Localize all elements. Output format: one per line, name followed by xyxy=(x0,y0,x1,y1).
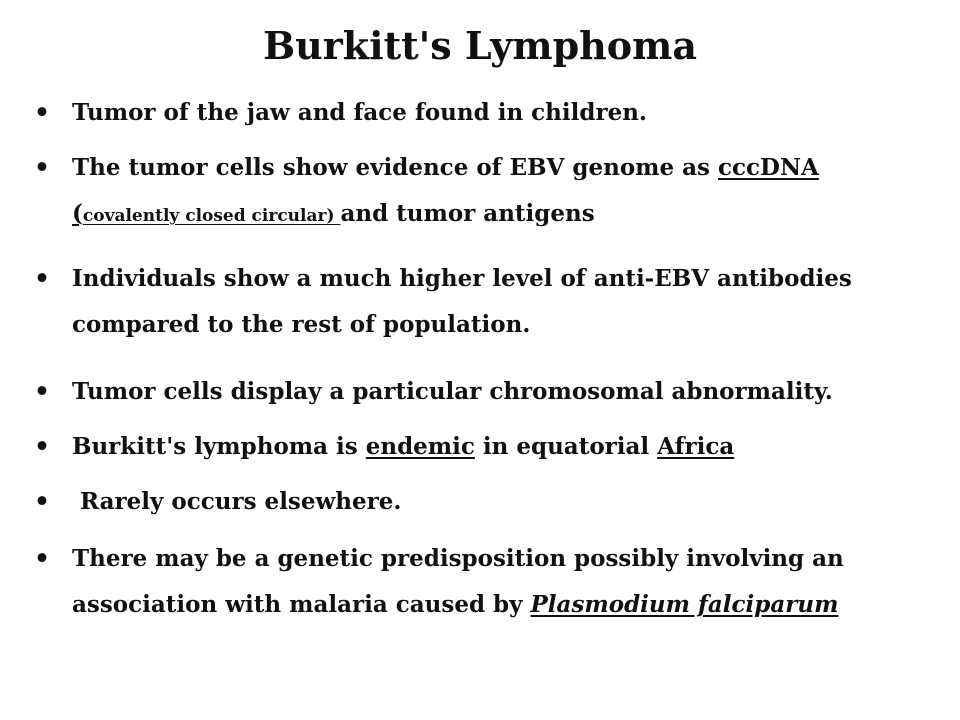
bullet-text-run: and tumor antigens xyxy=(340,200,595,227)
bullet-text-run: Rarely occurs elsewhere. xyxy=(72,488,402,515)
bullet-text-run: Tumor of the jaw and face found in children. xyxy=(72,99,647,126)
bullet-text xyxy=(72,90,902,136)
bullet-dot-icon: • xyxy=(34,264,50,293)
bullet-dot-icon: • xyxy=(34,432,50,461)
bullet-text-run: There may be a genetic predisposition possibly involving an association with malaria caused by xyxy=(72,545,844,618)
bullet-text xyxy=(72,536,902,628)
bullet-text-run: Individuals show a much higher level of anti-EBV antibodies compared to the rest of population. xyxy=(72,265,852,338)
bullet-text xyxy=(72,479,902,525)
bullet-text xyxy=(72,369,902,415)
bullet-text-run: Burkitt's lymphoma is xyxy=(72,433,366,460)
bullet-text-run: Tumor cells display a particular chromosomal abnormality. xyxy=(72,378,833,405)
bullet-dot-icon: • xyxy=(34,98,50,127)
underlined-term: covalently closed circular) xyxy=(82,206,341,226)
underlined-term: ( xyxy=(72,200,83,227)
underlined-term: endemic xyxy=(365,433,475,460)
bullet-dot-icon: • xyxy=(34,544,50,573)
slide-title: Burkitt's Lymphoma xyxy=(263,23,697,68)
bullet-text-run: The tumor cells show evidence of EBV genome as xyxy=(72,154,719,181)
bullet-text xyxy=(72,256,902,348)
bullet-dot-icon: • xyxy=(34,153,50,182)
bullet-dot-icon: • xyxy=(34,487,50,516)
bullet-text xyxy=(72,424,902,470)
bullet-dot-icon: • xyxy=(34,377,50,406)
underlined-term: Africa xyxy=(657,433,735,460)
underlined-term: Plasmodium falciparum xyxy=(530,591,839,618)
underlined-term: cccDNA xyxy=(718,154,819,181)
bullet-text xyxy=(72,145,902,239)
bullet-text-run: in equatorial xyxy=(474,433,658,460)
